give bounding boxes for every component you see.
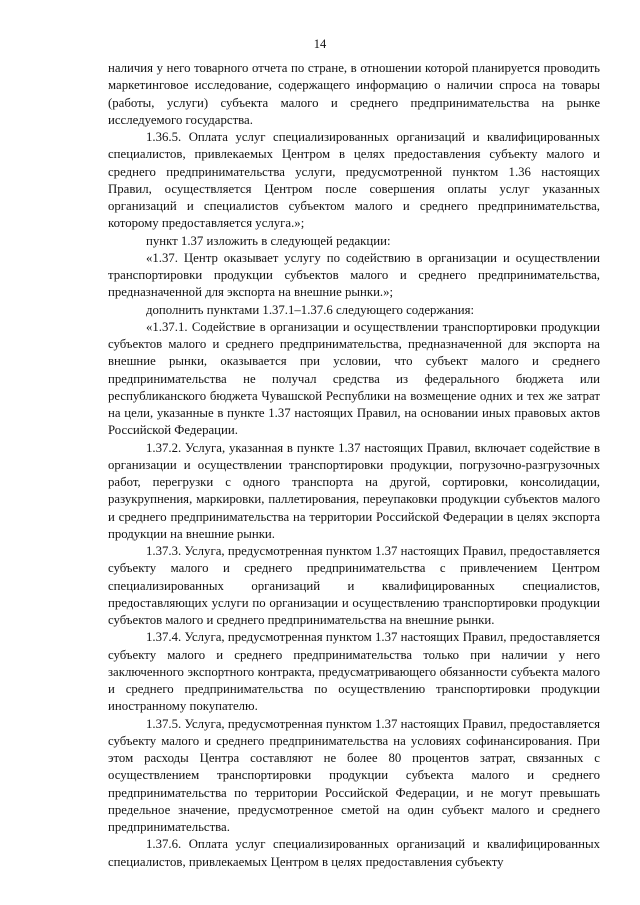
paragraph-1-37-5: 1.37.5. Услуга, предусмотренная пунктом 1.37 настоящих Правил, предоставляется субъекту малого и среднего предпринимательства на условиях софинансирования. При этом расходы Центра составляют не более 80 процентов затрат, связанных с осуществлением транспортировки продукции субъекта малого и среднего предпринимательства по территории Российской Федерации, и не могут превышать предельное значение, предусмотренное сметой на один субъект малого и среднего предпринимательства. [108,716,600,834]
page-number: 14 [313,37,327,51]
paragraph-1-37-3: 1.37.3. Услуга, предусмотренная пунктом 1.37 настоящих Правил, предоставляется субъекту малого и среднего предпринимательства с привлечением Центром специализированных организаций и квалифицированных специалистов, предоставляющих услуги по организации и осуществлению транспортировки продукции субъектов малого и среднего предпринимательства на внешние рынки. [108,544,600,627]
paragraph-1-37-2: 1.37.2. Услуга, указанная в пункте 1.37 настоящих Правил, включает содействие в организации и осуществлении транспортировки продукции, погрузочно-разгрузочных работ, перегрузки с одного транспорта на другой, сортировки, консолидации, разукрупнения, маркировки, паллетирования, переупаковки продукции субъектов малого и среднего предпринимательства на территории Российской Федерации в целях экспорта продукции на внешние рынки. [108,440,600,541]
paragraph-1-37-6: 1.37.6. Оплата услуг специализированных организаций и квалифицированных специалистов, привлекаемых Центром в целях предоставления субъекту [108,837,600,869]
paragraph-amend-1-37: пункт 1.37 изложить в следующей редакции: [146,233,391,248]
paragraph-add-points: дополнить пунктами 1.37.1–1.37.6 следующего содержания: [146,302,475,317]
paragraph-1-37-4: 1.37.4. Услуга, предусмотренная пунктом 1.37 настоящих Правил, предоставляется субъекту малого и среднего предпринимательства только при наличии у него заключенного экспортного контракта, предусматривающего обязанности субъекта малого и среднего предпринимательства по осуществлению транспортировки продукции иностранному покупателю. [108,630,600,714]
paragraph-1-37-1: «1.37.1. Содействие в организации и осуществлении транспортировки продукции субъектов малого и среднего предпринимательства, предназначенной для экспорта на внешние рынки, оказывается при условии, что субъект малого и среднего предпринимательства не получал средства из федерального бюджета или республиканского бюджета Чувашской Республики на возмещение одних и тех же затрат на цели, указанные в пункте 1.37 настоящих Правил, на основании иных правовых актов Российской Федерации. [108,319,600,438]
paragraph-continuation: наличия у него товарного отчета по стране, в отношении которой планируется проводить маркетинговое исследование, содержащего информацию о наличии спроса на товары (работы, услуги) субъекта малого и среднего предпринимательства на рынке исследуемого государства. [108,61,600,127]
document-body [108,60,600,871]
paragraph-1-37: «1.37. Центр оказывает услугу по содействию в организации и осуществлении транспортировки продукции субъектов малого и среднего предпринимательства, предназначенной для экспорта на внешние рынки.»; [108,250,600,300]
paragraph-1-36-5: 1.36.5. Оплата услуг специализированных организаций и квалифицированных специалистов, привлекаемых Центром в целях предоставления субъекту малого и среднего предпринимательства услуги, предусмотренной пунктом 1.36 настоящих Правил, осуществляется Центром после совершения оплаты услуг указанных организаций и специалистов субъектом малого и среднего предпринимательства, которому предоставляется услуга.»; [108,130,600,231]
